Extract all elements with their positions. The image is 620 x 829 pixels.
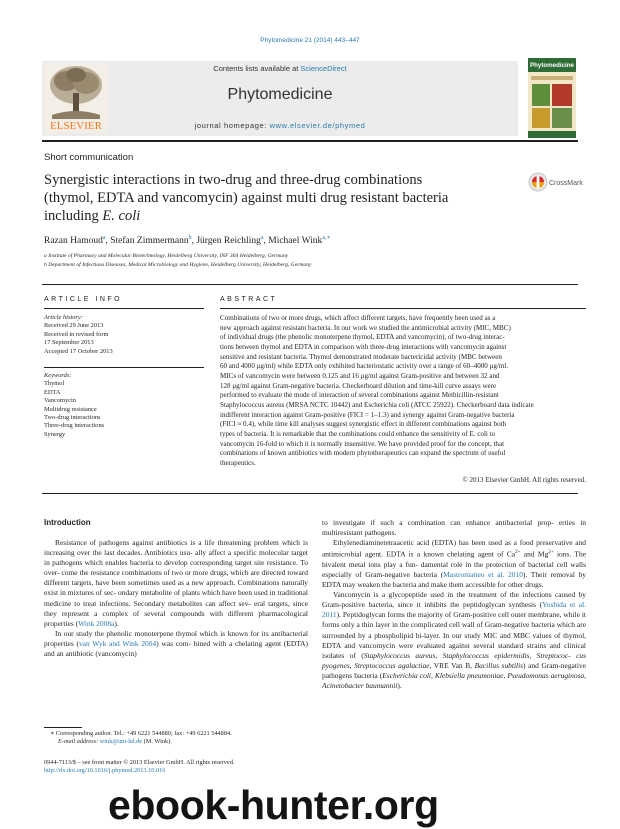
body-line: other drugs. xyxy=(508,580,544,590)
body-paragraph xyxy=(322,518,586,538)
body-line: and Gram-negative pathogens bacteria ( xyxy=(322,660,586,680)
abstract-line: indifferent interaction against Gram-positive (FICI = 1–1.3) and synergy against Gram-negative bacteria xyxy=(220,410,515,419)
keywords-rule xyxy=(44,367,204,368)
homepage-link[interactable]: www.elsevier.de/phymed xyxy=(269,121,366,130)
abstract-line: Staphylococcus aureus (MRSA NCTC 10442) and Escherichia coli (ATCC 25922). Checkerboard data indicate xyxy=(220,400,534,409)
body-line: with different pharmacological properties ( xyxy=(44,608,308,628)
title-line: (thymol, EDTA and vancomycin) against multi drug resistant bacteria xyxy=(44,190,449,206)
article-info-rule xyxy=(44,308,204,309)
author-name[interactable]: Jürgen Reichling xyxy=(196,236,261,247)
abstract-copyright: © 2013 Elsevier GmbH. All rights reserved. xyxy=(462,476,586,484)
footnote-rule xyxy=(44,727,82,728)
abstract-heading: ABSTRACT xyxy=(220,296,278,303)
citation-link[interactable]: Mastromatteo et al. 2010 xyxy=(443,569,523,579)
body-paragraph xyxy=(322,590,586,691)
body-line: study MIC and MBC values of thymol, EDTA and vancomycin were xyxy=(322,630,587,650)
journal-title: Phytomedicine xyxy=(227,86,333,103)
affiliation: a Institute of Pharmacy and Molecular Biotechnology, Heidelberg University, INF 364 Heidelberg, Germany xyxy=(44,253,289,259)
keyword: Multidrug resistance xyxy=(44,405,97,413)
elsevier-tree-icon xyxy=(44,63,108,133)
author-affiliation-mark[interactable]: a xyxy=(260,235,264,241)
history-label: Article history: xyxy=(44,314,83,321)
abstract-line: 60 and 4000 μg/ml) while EDTA only exhibited bacteriostatic activity over a range of 60–4000 μg/ml. xyxy=(220,362,509,371)
abstract-line: MICs of vancomycin were between 0.125 and 16 μg/ml against Gram-positive and between 32 and xyxy=(220,371,500,380)
abstract-end-rule xyxy=(42,493,578,494)
abstract-line: tions between thymol and EDTA in comparison with three-drug interactions with vancomycin against xyxy=(220,342,507,351)
body-line: evaluated against several standard strains and clinical isolates xyxy=(322,640,586,660)
abstract-line: vancomycin 16-fold to which it is normally insensitive. We have provided proof for the concept, that xyxy=(220,439,505,448)
email-label: E-mail address: xyxy=(58,738,100,746)
abstract-body xyxy=(220,314,586,469)
body-line: erties in multiresistant pathogens. xyxy=(322,518,586,538)
article-history xyxy=(44,314,204,356)
keyword: Thymol xyxy=(44,380,65,388)
history-item: Received 29 June 2013 xyxy=(44,322,104,330)
title-line-text: including xyxy=(44,208,103,224)
abstract-line: types of bacteria. It is remarkable that the combinations could enhance the sensitivity of E. coli to xyxy=(220,429,496,438)
footnote xyxy=(50,730,308,747)
body-line: ) was com- xyxy=(156,638,191,648)
species-names: Staphylococcus aureus, Staphylococcus epidermidis, Streptococ- xyxy=(363,650,571,660)
body-line: ). Their removal xyxy=(522,569,575,579)
journal-reference[interactable]: Phytomedicine 21 (2014) 443–447 xyxy=(260,37,360,44)
elsevier-wordmark: ELSEVIER xyxy=(50,120,102,132)
body-line: Resistance of pathogens against antibiotics is a life threatening xyxy=(55,538,251,547)
abstract-line: of individual drugs (the phenolic monoterpene thymol, EDTA and vancomycin), of two-drug interac- xyxy=(220,333,505,342)
keyword: EDTA xyxy=(44,388,61,396)
abstract-line: (FICI ≈ 0.4), while time kill analyses suggest synergistic effect in different combinations against both xyxy=(220,420,507,429)
body-line: by EDTA may weaken the bacteria and make them accessible for xyxy=(322,569,586,590)
body-line: damental role in the protection of bacterial cell walls especially of xyxy=(322,559,587,579)
article-info-heading: ARTICLE INFO xyxy=(44,296,123,303)
author-name[interactable]: Michael Wink xyxy=(268,236,323,247)
body-line: for its antibacterial properties ( xyxy=(44,628,308,648)
journal-cover-thumbnail xyxy=(528,58,576,138)
keyword: Vancomycin xyxy=(44,397,76,405)
watermark-text: ebook-hunter.org xyxy=(108,782,439,828)
keyword: Two-drug interactions xyxy=(44,414,101,422)
history-item: 17 September 2013 xyxy=(44,339,94,347)
header-rule xyxy=(42,140,578,142)
body-line: medicine to treat infections. Secondary metabolites can affect sev- xyxy=(44,598,251,608)
crossmark-label: CrossMark xyxy=(549,180,583,187)
history-item: Received in revised form xyxy=(44,330,109,338)
abstract-rule xyxy=(220,308,586,309)
body-line: Gram-negative bacteria ( xyxy=(365,569,444,579)
corresponding-author: ∗ Corresponding author. Tel.: +49 6221 544880; fax: +49 6221 544884. xyxy=(50,730,232,737)
author-affiliation-mark[interactable]: b xyxy=(188,235,192,241)
journal-cover-image xyxy=(528,58,576,138)
intro-left-column xyxy=(44,538,308,659)
contents-prefix: Contents lists available at xyxy=(213,64,301,73)
species-names: Escherichia coli, Klebsiella xyxy=(382,670,466,680)
keywords-label: Keywords: xyxy=(44,372,72,379)
body-line: agent of Ca xyxy=(477,549,516,559)
body-line: bacteria to develop corresponding target site resistance. To over- xyxy=(44,558,309,578)
abstract-line: new approach against resistant bacteria. In our work we studied the antimicrobial activity (MIC, MBC) xyxy=(220,323,511,332)
author-affiliation-mark[interactable]: a xyxy=(102,235,106,241)
cover-title: Phytomedicine xyxy=(529,62,575,69)
body-line: and Mg xyxy=(520,549,549,559)
body-line: , VRE Van B, xyxy=(429,660,475,670)
body-line: Ethylenediaminetetraacetic acid (EDTA) has been used as a food xyxy=(333,538,534,548)
author-affiliation-mark[interactable]: a,∗ xyxy=(322,235,331,241)
email-link[interactable]: wink@uni-hd.de xyxy=(99,738,143,746)
body-line: ). xyxy=(397,680,402,690)
title-italic: E. coli xyxy=(102,208,141,224)
species-names: pneumoniae, Pseudomonas aeruginosa, Acinetobacter baumannii xyxy=(322,670,587,690)
body-line: to investigate if such a combination can enhance antibacterial prop- xyxy=(322,518,554,527)
body-line: peptidoglycan synthesis ( xyxy=(462,600,543,610)
body-line: ondary metabolite of plants which have been used in traditional xyxy=(117,588,309,598)
author-list: Razan Hamoud$^a$, Stefan Zimmermann$^b$, Jürgen Reichling$^a$, Michael Wink$^{a,∗}$ xyxy=(44,235,331,247)
crossmark-badge[interactable] xyxy=(528,171,584,193)
body-line: ) xyxy=(523,660,526,670)
email-suffix: (M. Wink). xyxy=(142,738,172,746)
intro-right-column xyxy=(322,518,586,691)
body-line: a new approach. Combinations naturally exist in mixtures of sec- xyxy=(44,578,309,598)
title-line xyxy=(44,207,499,225)
history-item: Accepted 17 October 2013 xyxy=(44,347,113,355)
contents-line xyxy=(42,64,518,73)
body-line: of ( xyxy=(349,650,364,660)
body-line: directed toward different targets, have been sometimes used as xyxy=(44,568,308,588)
body-line: eral targets, since they represent a complex of several compounds xyxy=(44,598,309,618)
body-line: the majority of Gram-positive cell outer membrane, while it forms xyxy=(322,610,586,630)
body-paragraph xyxy=(322,538,586,590)
abstract-line: 128 μg/ml against Gram-negative bacteria. Checkerboard dilution and time-kill curve assays were xyxy=(220,381,497,390)
body-line: ). xyxy=(114,618,119,628)
abstract-line: sensitive and resistant bacteria. Thymol demonstrated moderate bactericidal activity (MBC between xyxy=(220,352,502,361)
front-matter-rule xyxy=(42,284,578,285)
title-line: Synergistic interactions in two-drug and three-drug combinations xyxy=(44,172,423,188)
keyword: Three-drug interactions xyxy=(44,422,105,430)
article-title xyxy=(44,171,499,225)
journal-homepage xyxy=(42,121,518,130)
affiliation: b Department of Infectious Diseases, Medical Microbiology and Hygiene, Heidelberg University, Heidelberg, Germany xyxy=(44,262,312,268)
sciencedirect-link[interactable]: ScienceDirect xyxy=(300,64,347,73)
species-names: Bacillus subtilis xyxy=(474,660,524,670)
body-line: preservative and antimicrobial agent. EDTA is a known chelating xyxy=(322,538,587,559)
keywords-list xyxy=(44,372,204,439)
homepage-label: journal homepage: xyxy=(194,121,270,130)
front-matter-footer xyxy=(44,759,344,776)
body-line: ally affect a specific molecular target in pathogens which enables xyxy=(44,548,309,568)
abstract-line: performed to evaluate the mode of interaction of several combinations against Methicillin-resistant xyxy=(220,391,499,400)
body-line: Vancomycin is a glycopeptide used in the treatment of the xyxy=(333,590,519,600)
article-type: Short communication xyxy=(44,152,134,163)
elsevier-logo xyxy=(44,63,108,133)
body-line: bined with a chelating agent (EDTA) and an antibiotic (vancomycin) xyxy=(44,638,308,659)
keyword: Synergy xyxy=(44,430,66,438)
body-line: only a thin layer in the complicated cell wall of Gram-negative xyxy=(341,620,530,630)
citation-link[interactable]: Yoshida et al. 2011 xyxy=(322,600,587,620)
doi-link[interactable]: http://dx.doi.org/10.1016/j.phymed.2013.10.016 xyxy=(44,767,166,775)
citation-link[interactable]: Wink 2008a xyxy=(78,618,115,628)
citation-link[interactable]: van Wyk and Wink 2004 xyxy=(78,638,157,648)
abstract-line: therapeutics. xyxy=(220,458,256,467)
issn-line: 0944-7113/$ – see front matter © 2013 Elsevier GmbH. All rights reserved. xyxy=(44,759,235,766)
body-line: bacteria which are surrounded by a phospholipid bi-layer. In our xyxy=(322,620,587,640)
body-line: infections caused by Gram-positive bacteria, since it inhibits the xyxy=(322,590,586,610)
species-names: cus pyogenes, Streptococcus agalactiae xyxy=(322,650,586,670)
charge-superscript: 2+ xyxy=(515,550,521,556)
body-line: ions. The bivalent metal ions play a fun- xyxy=(322,549,586,569)
body-line: come the resistance combinations of two or more drugs, which are xyxy=(61,568,260,578)
author-name[interactable]: Razan Hamoud xyxy=(44,236,103,247)
abstract-line: combinations of known antibiotics with modern phytotherapeutics can expand the spectrum of useful xyxy=(220,449,506,458)
crossmark-icon xyxy=(528,171,584,193)
charge-superscript: 2+ xyxy=(548,550,554,556)
email-line xyxy=(50,738,308,746)
body-line: In our study the phenolic monoterpene thymol which is known xyxy=(55,628,248,638)
author-name[interactable]: Stefan Zimmermann xyxy=(110,236,189,247)
body-line: ). Peptidoglycan forms xyxy=(336,610,405,620)
introduction-heading: Introduction xyxy=(44,518,91,527)
body-paragraph xyxy=(44,538,308,629)
body-line: problem which is increasing over the last decades. Antibiotics usu- xyxy=(44,538,308,558)
body-paragraph xyxy=(44,629,308,659)
abstract-line: Combinations of two or more drugs, which affect different targets, have frequently been used as a xyxy=(220,314,496,322)
